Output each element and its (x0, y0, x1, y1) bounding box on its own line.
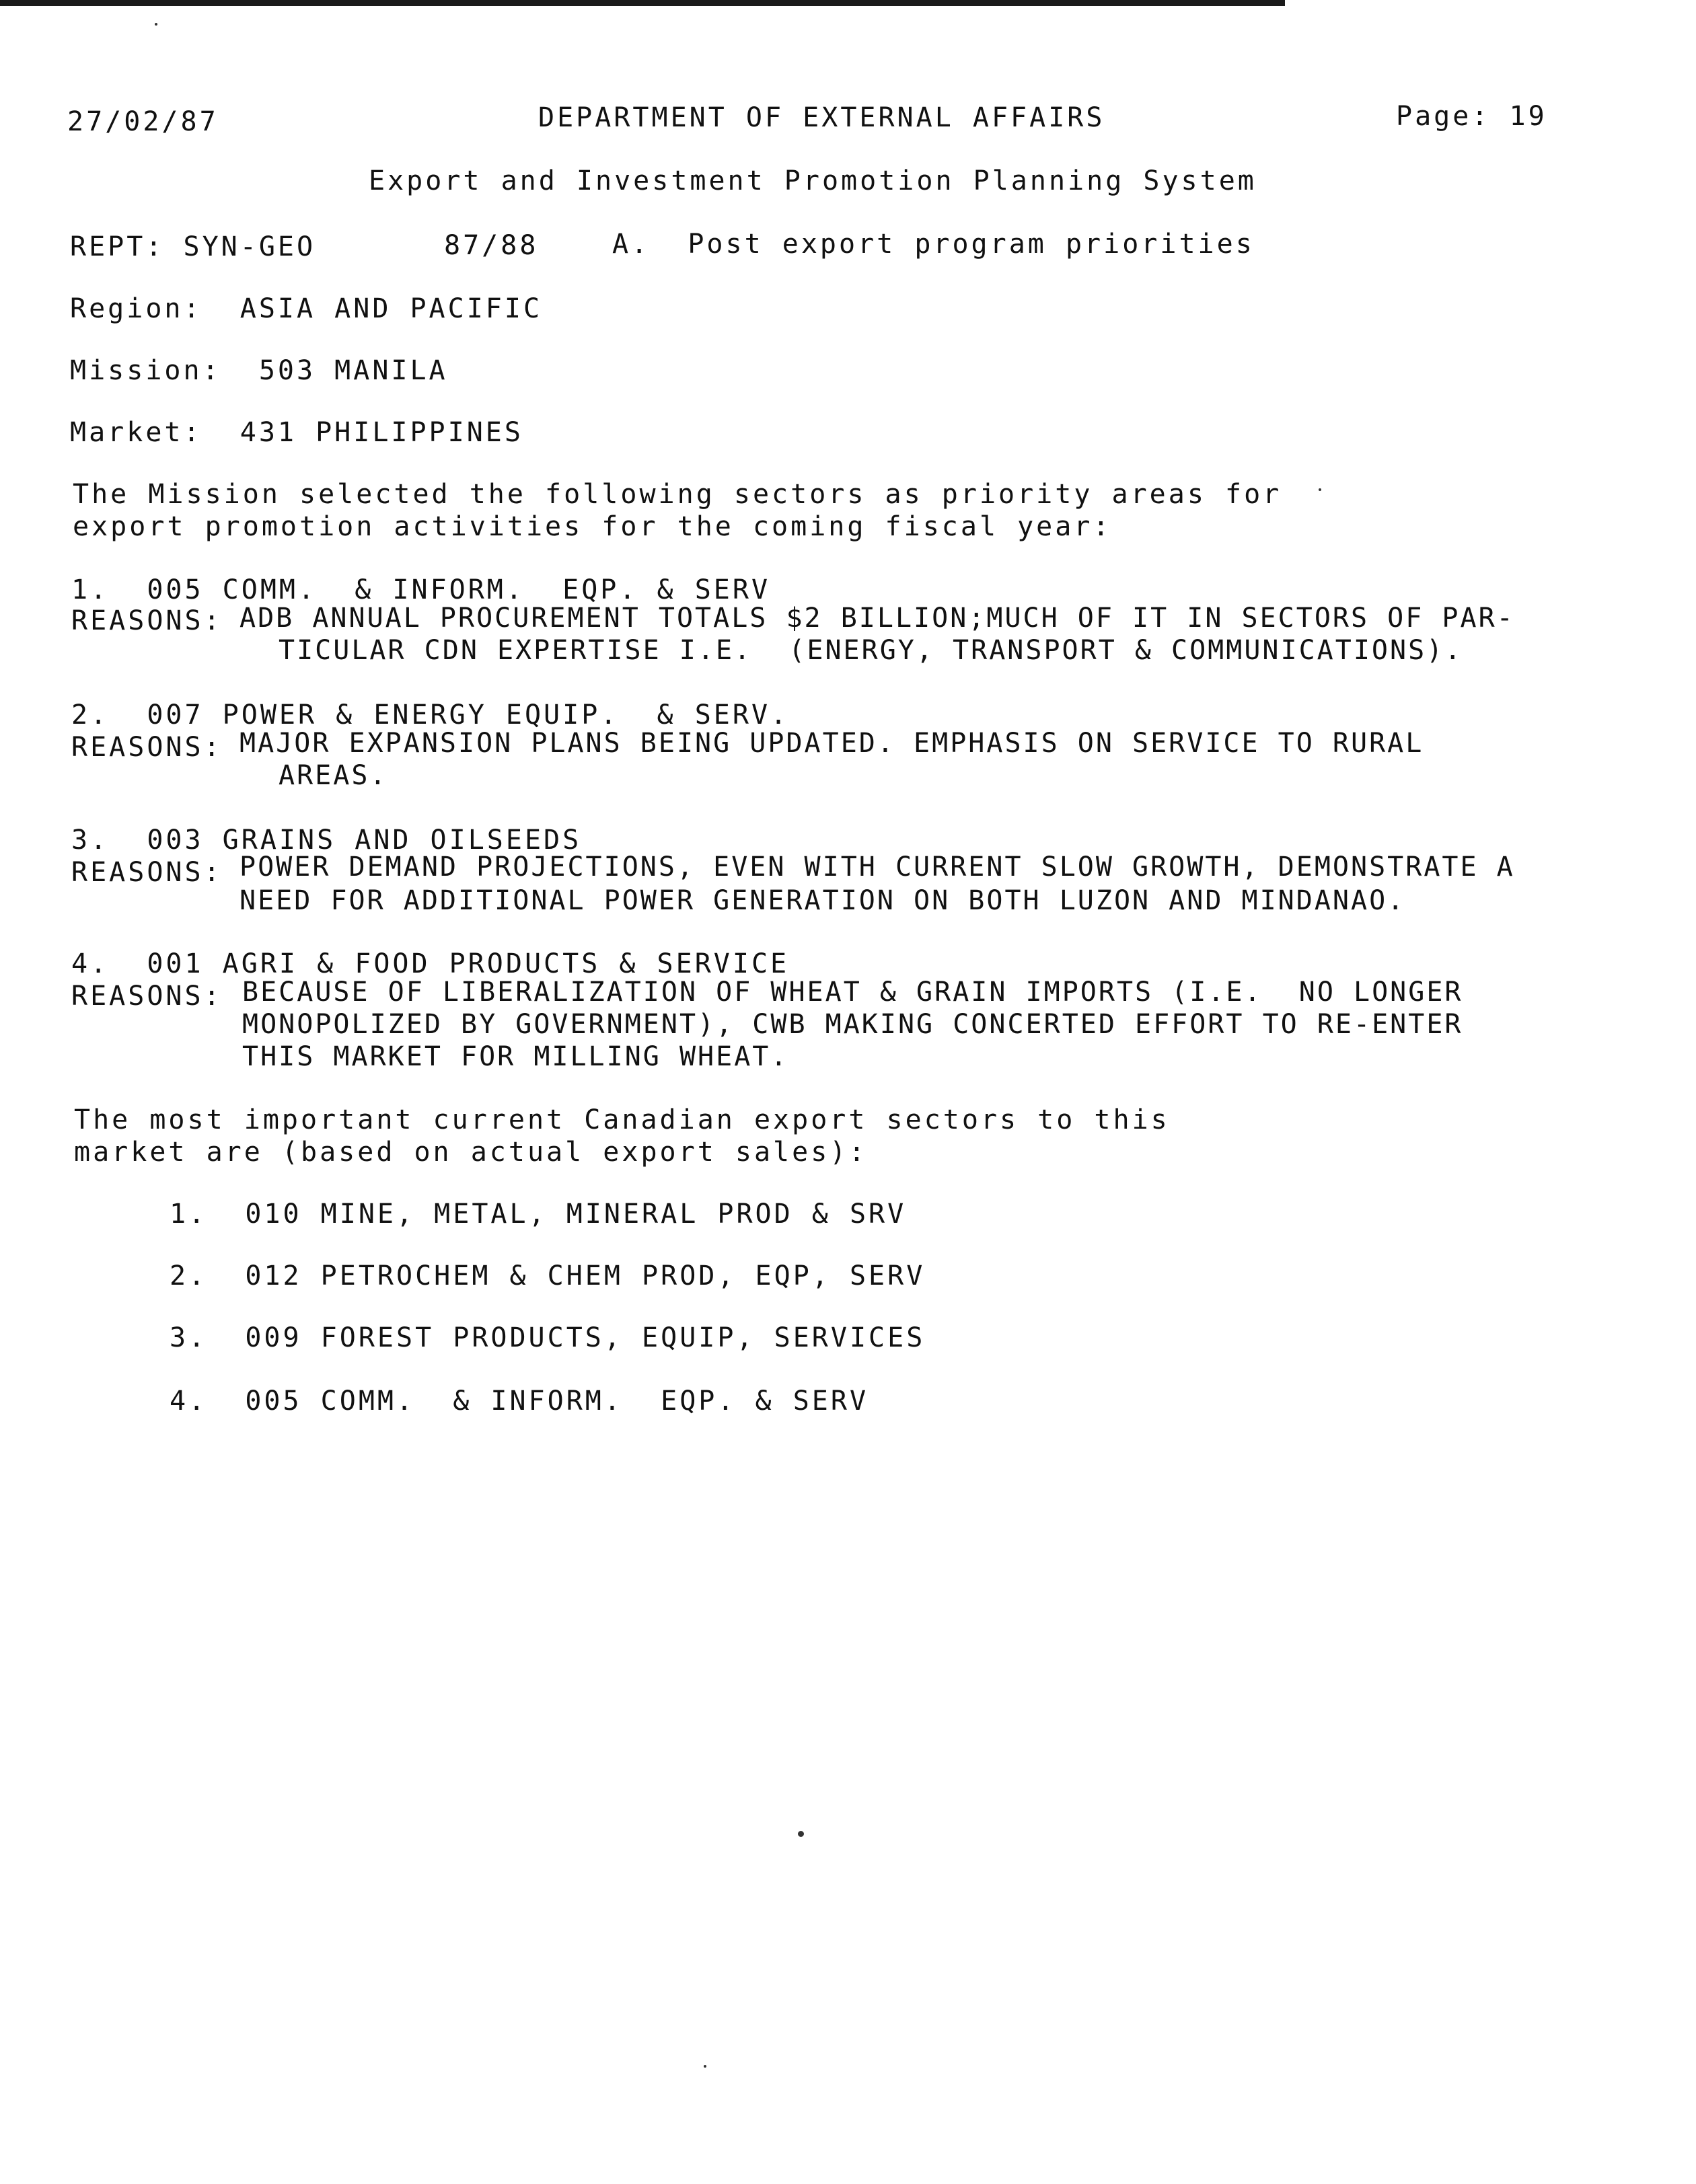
scan-top-edge (0, 0, 1285, 6)
current-sector-item: 4. 005 COMM. & INFORM. EQP. & SERV (170, 1386, 869, 1417)
intro-line-2: export promotion activities for the coming fiscal year: (73, 511, 1112, 542)
scan-speck (1319, 488, 1321, 491)
current-sector-item: 2. 012 PETROCHEM & CHEM PROD, EQP, SERV (170, 1260, 926, 1291)
market-line: Market: 431 PHILIPPINES (70, 417, 523, 448)
current-intro-line-2: market are (based on actual export sales): (74, 1137, 868, 1168)
priority-title: 1. 005 COMM. & INFORM. EQP. & SERV (71, 574, 771, 605)
reasons-text: POWER DEMAND PROJECTIONS, EVEN WITH CURRENT SLOW GROWTH, DEMONSTRATE A (239, 852, 1515, 882)
reasons-text: TICULAR CDN EXPERTISE I.E. (ENERGY, TRANSPORT & COMMUNICATIONS). (279, 635, 1463, 666)
scan-speck (155, 23, 157, 26)
report-id: REPT: SYN-GEO (70, 231, 316, 262)
reasons-text: THIS MARKET FOR MILLING WHEAT. (242, 1041, 789, 1072)
current-sector-item: 1. 010 MINE, METAL, MINERAL PROD & SRV (170, 1199, 907, 1230)
reasons-label: REASONS: (71, 857, 223, 888)
priority-title: 4. 001 AGRI & FOOD PRODUCTS & SERVICE (71, 948, 790, 979)
current-sector-item: 3. 009 FOREST PRODUCTS, EQUIP, SERVICES (170, 1322, 926, 1353)
system-title: Export and Investment Promotion Planning System (369, 165, 1257, 196)
reasons-text: MONOPOLIZED BY GOVERNMENT), CWB MAKING CONCERTED EFFORT TO RE-ENTER (242, 1009, 1463, 1040)
scan-speck (798, 1831, 804, 1837)
fiscal-year: 87/88 (444, 230, 539, 261)
reasons-text: NEED FOR ADDITIONAL POWER GENERATION ON BOTH LUZON AND MINDANAO. (239, 885, 1406, 916)
reasons-label: REASONS: (71, 732, 223, 763)
reasons-text: BECAUSE OF LIBERALIZATION OF WHEAT & GRAIN IMPORTS (I.E. NO LONGER (242, 977, 1463, 1008)
page-number: Page: 19 (1396, 101, 1547, 132)
reasons-label: REASONS: (71, 981, 223, 1012)
report-date: 27/02/87 (67, 106, 219, 137)
reasons-text: ADB ANNUAL PROCUREMENT TOTALS $2 BILLION;MUCH OF IT IN SECTORS OF PAR- (239, 603, 1515, 634)
region-line: Region: ASIA AND PACIFIC (70, 293, 543, 324)
department-name: DEPARTMENT OF EXTERNAL AFFAIRS (538, 102, 1105, 133)
reasons-text: MAJOR EXPANSION PLANS BEING UPDATED. EMPHASIS ON SERVICE TO RURAL (239, 728, 1424, 759)
scan-speck (704, 2065, 706, 2068)
mission-line: Mission: 503 MANILA (70, 355, 448, 386)
current-intro-line-1: The most important current Canadian export sectors to this (74, 1104, 1170, 1135)
reasons-label: REASONS: (71, 605, 223, 636)
priority-title: 2. 007 POWER & ENERGY EQUIP. & SERV. (71, 700, 790, 730)
intro-line-1: The Mission selected the following sectors as priority areas for (73, 479, 1282, 510)
reasons-text: AREAS. (279, 760, 388, 791)
priority-title: 3. 003 GRAINS AND OILSEEDS (71, 825, 582, 856)
report-title: A. Post export program priorities (612, 229, 1255, 260)
